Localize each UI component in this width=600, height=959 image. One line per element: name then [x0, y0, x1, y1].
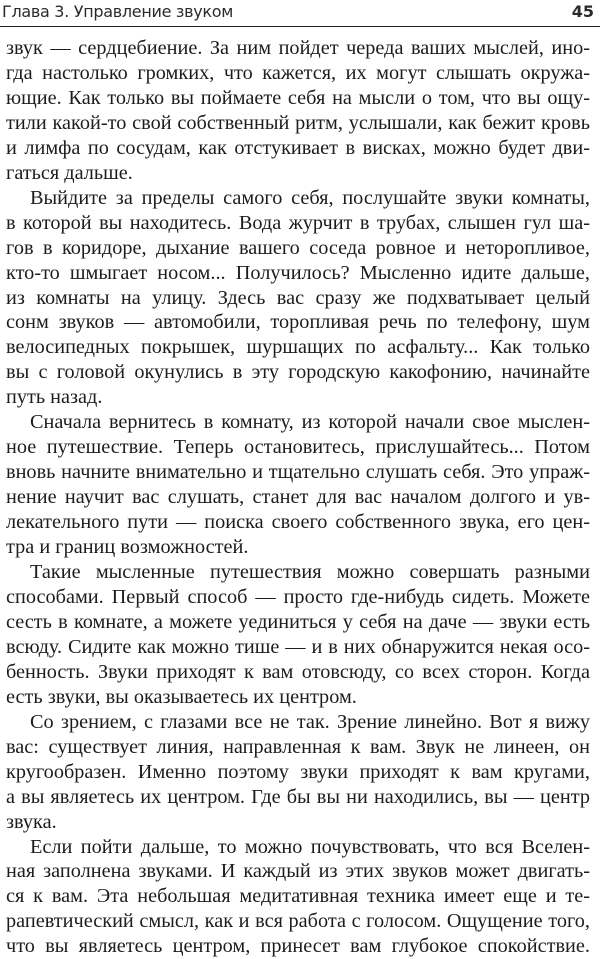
text-line: Сначала вернитесь в комнату, из которой начали свое мыслен-: [6, 410, 590, 435]
text-line: кто-то шмыгает носом... Получилось? Мысленно идите дальше,: [6, 261, 590, 286]
text-line: тили какой-то свой собственный ритм, услышали, как бежит кровь: [6, 111, 590, 136]
text-line: велосипедных покрышек, шуршащих по асфальту... Как только: [6, 335, 590, 360]
text-line: Такие мысленные путешествия можно совершать разными: [6, 560, 590, 585]
text-line: тра и границ возможностей.: [6, 535, 590, 560]
text-line: Если пойти дальше, то можно почувствовать, что вся Вселен-: [6, 835, 590, 860]
text-line: Выйдите за пределы самого себя, послушайте звуки комнаты,: [6, 186, 590, 211]
text-line: вновь начните внимательно и тщательно слушать себя. Это упраж-: [6, 460, 590, 485]
text-line: ное путешествие. Теперь остановитесь, прислушайтесь... Потом: [6, 435, 590, 460]
text-line: Со зрением, с глазами все не так. Зрение линейно. Вот я вижу: [6, 710, 590, 735]
text-line: есть звуки, вы оказываетесь их центром.: [6, 685, 590, 710]
paragraph-2: [6, 186, 590, 411]
body-text: [6, 36, 590, 959]
paragraph-3: [6, 410, 590, 560]
paragraph-5: [6, 710, 590, 835]
text-line: ная заполнена звуками. И каждый из этих звуков может двигать-: [6, 859, 590, 884]
text-line: сесть в комнате, а можете уединиться у себя на даче — звуки есть: [6, 610, 590, 635]
text-line: рапевтический смысл, как и вся работа с голосом. Ощущение того,: [6, 909, 590, 934]
text-line: нение научит вас слушать, станет для вас началом долгого и ув-: [6, 485, 590, 510]
text-line: звука.: [6, 810, 590, 835]
text-line: звук — сердцебиение. За ним пойдет череда ваших мыслей, ино-: [6, 36, 590, 61]
text-line: и лимфа по сосудам, как отстукивает в висках, можно будет дви-: [6, 136, 590, 161]
text-line: способами. Первый способ — просто где-нибудь сидеть. Можете: [6, 585, 590, 610]
text-line: ющие. Как только вы поймаете себя на мысли о том, что вы ощу-: [6, 86, 590, 111]
paragraph-4: [6, 560, 590, 710]
text-line: из комнаты на улицу. Здесь вас сразу же подхватывает целый: [6, 286, 590, 311]
text-line: в которой вы находитесь. Вода журчит в трубах, слышен гул ша-: [6, 211, 590, 236]
text-line: что вы являетесь центром, принесет вам глубокое спокойствие.: [6, 934, 590, 959]
text-line: путь назад.: [6, 385, 590, 410]
page-number: 45: [572, 2, 594, 21]
text-line: гаться дальше.: [6, 161, 590, 186]
text-line: вы с головой окунулись в эту городскую какофонию, начинайте: [6, 360, 590, 385]
running-title: Глава 3. Управление звуком: [2, 2, 233, 21]
text-line: а вы являетесь их центром. Где бы вы ни находились, вы — центр: [6, 785, 590, 810]
text-line: кругообразен. Именно поэтому звуки приходят к вам кругами,: [6, 760, 590, 785]
text-line: всюду. Сидите как можно тише — и в них обнаружится некая осо-: [6, 635, 590, 660]
paragraph-6: [6, 835, 590, 959]
page-header: [0, 0, 600, 27]
text-line: лекательного пути — поиска своего собственного звука, его цен-: [6, 510, 590, 535]
text-line: гда настолько громких, что кажется, их могут слышать окружа-: [6, 61, 590, 86]
text-line: гов в коридоре, дыхание вашего соседа ровное и неторопливое,: [6, 236, 590, 261]
text-line: сонм звуков — автомобили, торопливая речь по телефону, шум: [6, 310, 590, 335]
text-line: бенность. Звуки приходят к вам отовсюду, со всех сторон. Когда: [6, 660, 590, 685]
paragraph-1: [6, 36, 590, 186]
text-line: вас: существует линия, направленная к вам. Звук не линеен, он: [6, 735, 590, 760]
text-line: ся к вам. Эта небольшая медитативная техника имеет еще и те-: [6, 884, 590, 909]
